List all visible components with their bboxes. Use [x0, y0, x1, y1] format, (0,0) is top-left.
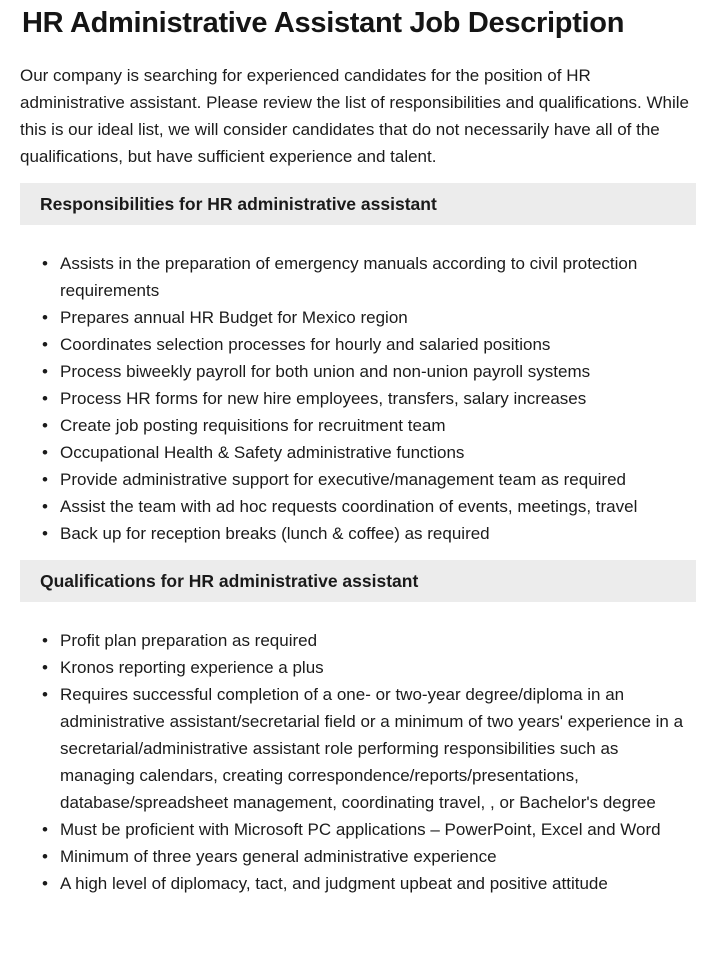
list-item: • Occupational Health & Safety administrative functions — [0, 439, 694, 466]
list-item: • Back up for reception breaks (lunch & coffee) as required — [0, 520, 694, 547]
page-title: HR Administrative Assistant Job Description — [22, 7, 625, 39]
list-item: • Kronos reporting experience a plus — [0, 654, 694, 681]
list-item: • Prepares annual HR Budget for Mexico region — [0, 304, 694, 331]
responsibilities-list — [0, 250, 720, 547]
list-item: • Profit plan preparation as required — [0, 627, 694, 654]
list-item: • Provide administrative support for executive/management team as required — [0, 466, 694, 493]
list-item: • A high level of diplomacy, tact, and judgment upbeat and positive attitude — [0, 870, 694, 897]
section-header-qualifications — [20, 560, 696, 602]
qualifications-list — [0, 627, 720, 897]
list-item: • Minimum of three years general administrative experience — [0, 843, 694, 870]
section-heading-text: Responsibilities for HR administrative assistant — [40, 193, 437, 214]
list-item: • Must be proficient with Microsoft PC applications – PowerPoint, Excel and Word — [0, 816, 694, 843]
list-item: • Assists in the preparation of emergency manuals according to civil protection requirements — [0, 250, 694, 304]
list-item: • Process HR forms for new hire employees, transfers, salary increases — [0, 385, 694, 412]
section-heading-text: Qualifications for HR administrative assistant — [40, 570, 419, 591]
list-item: • Assist the team with ad hoc requests coordination of events, meetings, travel — [0, 493, 694, 520]
intro-paragraph: Our company is searching for experienced candidates for the position of HR administrative assistant. Please review the list of responsibilities and qualifications. While this is our ideal list, we will consider candidates that do not necessarily have all of the qualifications, but have sufficient experience and talent. — [20, 66, 689, 166]
list-item: • Process biweekly payroll for both union and non-union payroll systems — [0, 358, 694, 385]
list-item: • Create job posting requisitions for recruitment team — [0, 412, 694, 439]
section-header-responsibilities — [20, 183, 696, 225]
list-item: • Requires successful completion of a one- or two-year degree/diploma in an administrative assistant/secretarial field or a minimum of two years' experience in a secretarial/administrative assistant role performing responsibilities such as managing calendars, creating correspondence/reports/presentations, database/spreadsheet management, coordinating travel, , or Bachelor's degree — [0, 681, 694, 816]
list-item: • Coordinates selection processes for hourly and salaried positions — [0, 331, 694, 358]
